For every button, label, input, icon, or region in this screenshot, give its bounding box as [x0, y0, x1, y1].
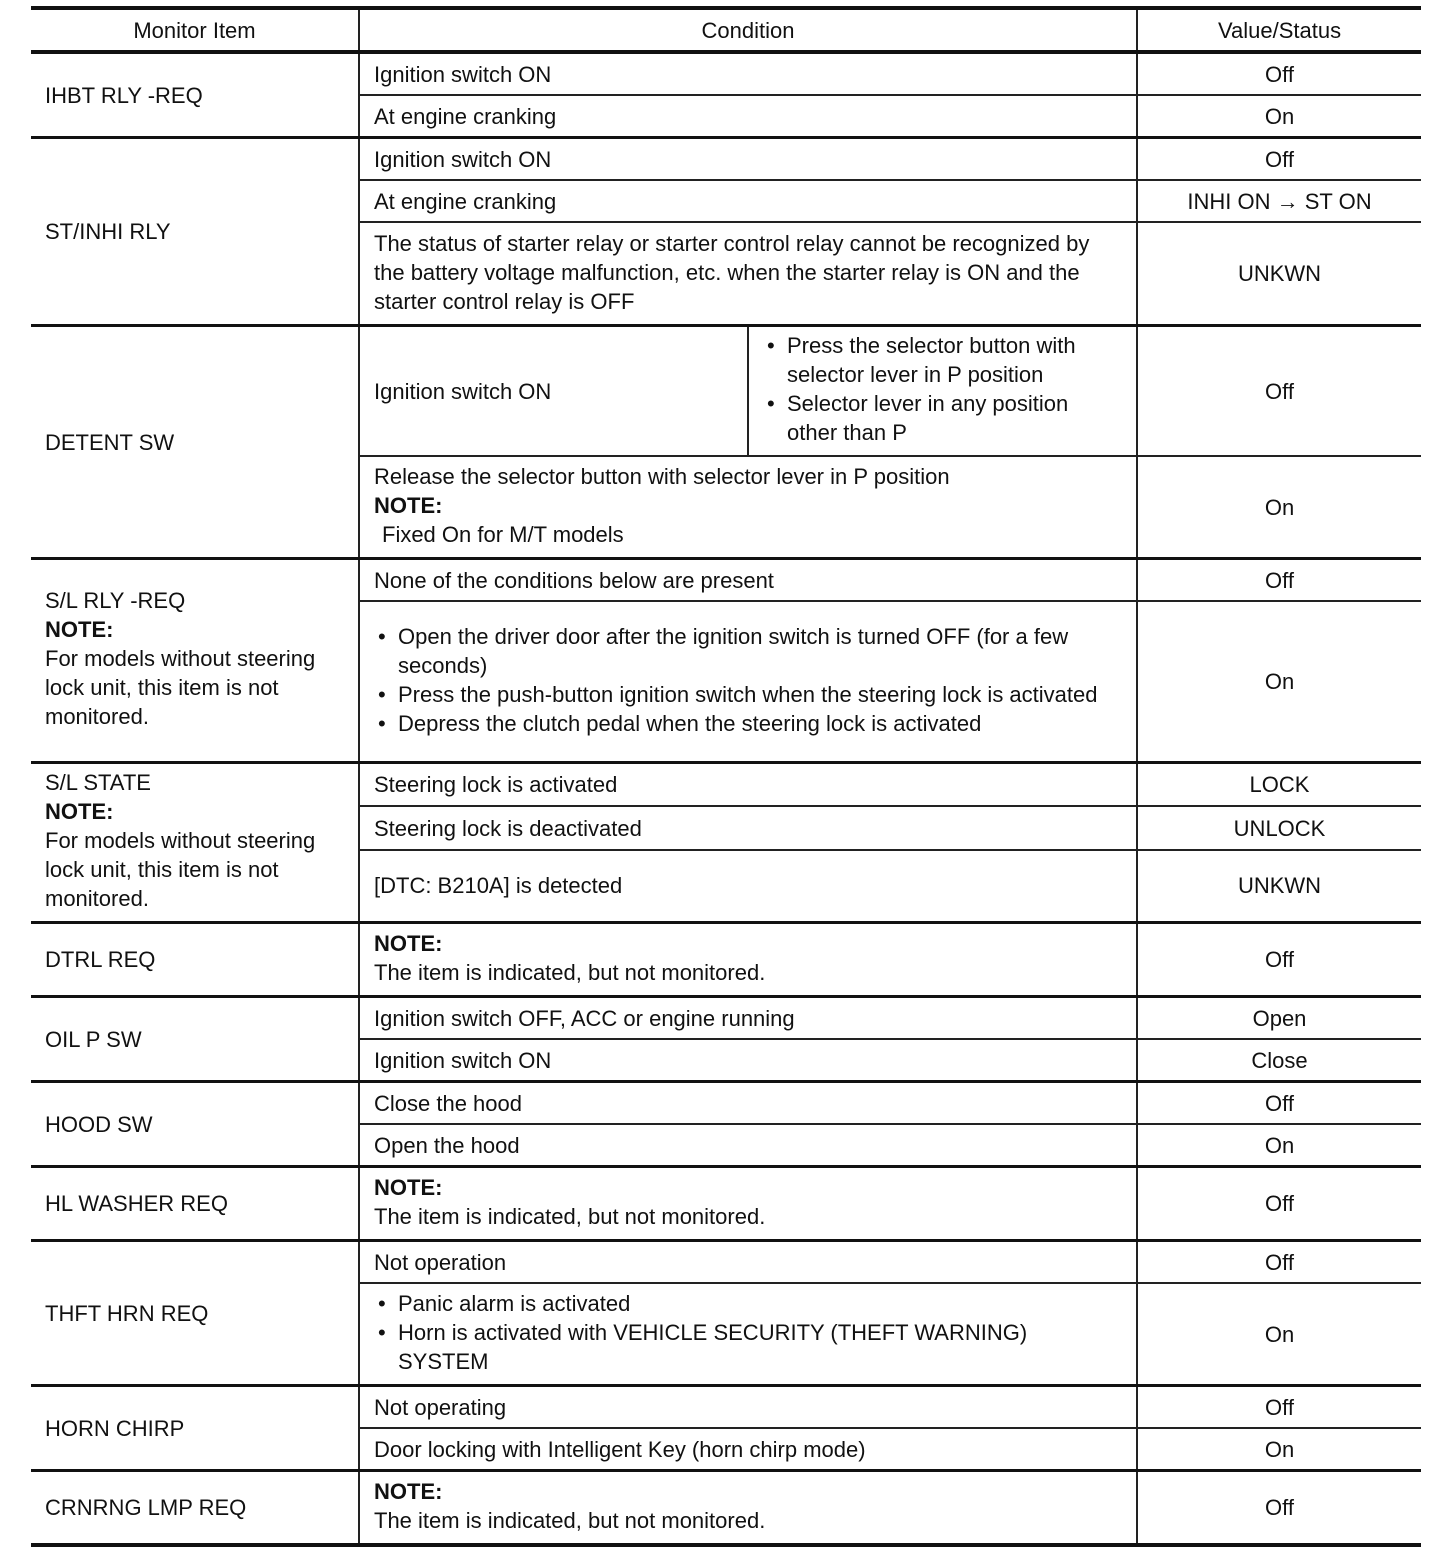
list-item: • Depress the clutch pedal when the steering lock is activated: [374, 709, 1122, 738]
condition-cell: Ignition switch ON: [359, 52, 1137, 95]
value-cell: INHI ON → ST ON: [1137, 180, 1421, 222]
condition-text: Release the selector button with selector lever in P position: [374, 464, 950, 489]
note-label: NOTE:: [45, 799, 114, 824]
value-cell: On: [1137, 95, 1421, 138]
condition-cell: [359, 1283, 1137, 1386]
value-cell: On: [1137, 1283, 1421, 1386]
value-cell: Off: [1137, 1167, 1421, 1241]
condition-cell: Door locking with Intelligent Key (horn chirp mode): [359, 1428, 1137, 1471]
note-text: The item is indicated, but not monitored.: [374, 1508, 766, 1533]
condition-cell: [359, 923, 1137, 997]
monitor-item-cell: CRNRNG LMP REQ: [31, 1471, 359, 1546]
value-cell: Off: [1137, 1241, 1421, 1284]
condition-cell: None of the conditions below are present: [359, 559, 1137, 602]
monitor-item-cell: DETENT SW: [31, 326, 359, 559]
table-row: [31, 1386, 1421, 1429]
condition-cell: Steering lock is deactivated: [359, 806, 1137, 849]
monitor-item-cell: ST/INHI RLY: [31, 138, 359, 326]
monitor-item-cell: [31, 763, 359, 923]
condition-cell: [DTC: B210A] is detected: [359, 850, 1137, 923]
condition-cell: Ignition switch ON: [359, 1039, 1137, 1082]
condition-cell: Ignition switch OFF, ACC or engine running: [359, 997, 1137, 1040]
list-item: • Press the selector button with selector lever in P position: [763, 331, 1122, 389]
value-cell: Off: [1137, 1082, 1421, 1125]
value-cell: On: [1137, 456, 1421, 559]
value-cell: Open: [1137, 997, 1421, 1040]
value-cell: Off: [1137, 326, 1421, 457]
value-cell: Close: [1137, 1039, 1421, 1082]
note-label: NOTE:: [374, 1175, 443, 1200]
monitor-item-text: S/L STATE: [45, 770, 151, 795]
table-row: [31, 1082, 1421, 1125]
monitor-item-cell: [31, 559, 359, 763]
condition-subcell: [748, 326, 1137, 457]
condition-cell: [359, 601, 1137, 763]
note-label: NOTE:: [374, 493, 443, 518]
monitor-item-table: [31, 6, 1421, 1547]
monitor-item-cell: OIL P SW: [31, 997, 359, 1082]
note-text: For models without steering lock unit, this item is not monitored.: [45, 828, 316, 911]
table-row: [31, 326, 1421, 457]
table-row: [31, 923, 1421, 997]
monitor-item-cell: THFT HRN REQ: [31, 1241, 359, 1386]
table-row: [31, 559, 1421, 602]
table-row: [31, 763, 1421, 807]
condition-cell: [359, 1167, 1137, 1241]
bullet-list: [763, 331, 1122, 447]
condition-cell: Ignition switch ON: [359, 326, 748, 457]
monitor-item-cell: HOOD SW: [31, 1082, 359, 1167]
value-cell: UNLOCK: [1137, 806, 1421, 849]
condition-cell: [359, 456, 1137, 559]
table-row: [31, 1471, 1421, 1546]
value-cell: Off: [1137, 559, 1421, 602]
note-label: NOTE:: [374, 931, 443, 956]
list-item: • Selector lever in any position other than P: [763, 389, 1122, 447]
condition-cell: At engine cranking: [359, 180, 1137, 222]
note-label: NOTE:: [45, 617, 114, 642]
condition-cell: Close the hood: [359, 1082, 1137, 1125]
condition-cell: The status of starter relay or starter control relay cannot be recognized by the battery voltage malfunction, etc. when the starter relay is ON and the starter control relay is OFF: [359, 222, 1137, 326]
condition-cell: Not operating: [359, 1386, 1137, 1429]
value-cell: On: [1137, 601, 1421, 763]
table-row: [31, 1241, 1421, 1284]
value-cell: UNKWN: [1137, 222, 1421, 326]
monitor-item-cell: DTRL REQ: [31, 923, 359, 997]
bullet-list: [374, 622, 1122, 738]
monitor-item-cell: IHBT RLY -REQ: [31, 52, 359, 138]
note-label: NOTE:: [374, 1479, 443, 1504]
header-condition: Condition: [359, 8, 1137, 52]
note-text: The item is indicated, but not monitored.: [374, 960, 766, 985]
table-row: [31, 1167, 1421, 1241]
note-text: For models without steering lock unit, this item is not monitored.: [45, 646, 316, 729]
monitor-item-text: S/L RLY -REQ: [45, 588, 186, 613]
bullet-list: [374, 1289, 1122, 1376]
monitor-item-cell: HL WASHER REQ: [31, 1167, 359, 1241]
monitor-table-container: [31, 6, 1421, 1547]
monitor-item-cell: HORN CHIRP: [31, 1386, 359, 1471]
condition-cell: Ignition switch ON: [359, 138, 1137, 181]
note-text: Fixed On for M/T models: [382, 522, 624, 547]
table-row: [31, 138, 1421, 181]
value-cell: Off: [1137, 138, 1421, 181]
header-value-status: Value/Status: [1137, 8, 1421, 52]
table-header-row: [31, 8, 1421, 52]
header-monitor-item: Monitor Item: [133, 17, 256, 43]
value-cell: On: [1137, 1428, 1421, 1471]
condition-cell: Steering lock is activated: [359, 763, 1137, 807]
list-item: • Open the driver door after the ignition switch is turned OFF (for a few seconds): [374, 622, 1122, 680]
list-item: • Panic alarm is activated: [374, 1289, 1122, 1318]
condition-cell: Open the hood: [359, 1124, 1137, 1167]
list-item: • Press the push-button ignition switch when the steering lock is activated: [374, 680, 1122, 709]
table-row: [31, 997, 1421, 1040]
value-cell: Off: [1137, 52, 1421, 95]
value-cell: Off: [1137, 1386, 1421, 1429]
value-cell: LOCK: [1137, 763, 1421, 807]
value-cell: On: [1137, 1124, 1421, 1167]
condition-cell: At engine cranking: [359, 95, 1137, 138]
list-item: • Horn is activated with VEHICLE SECURITY (THEFT WARNING) SYSTEM: [374, 1318, 1122, 1376]
note-text: The item is indicated, but not monitored.: [374, 1204, 766, 1229]
value-cell: Off: [1137, 1471, 1421, 1546]
condition-cell: Not operation: [359, 1241, 1137, 1284]
table-row: [31, 52, 1421, 95]
value-cell: Off: [1137, 923, 1421, 997]
condition-cell: [359, 1471, 1137, 1546]
value-cell: UNKWN: [1137, 850, 1421, 923]
